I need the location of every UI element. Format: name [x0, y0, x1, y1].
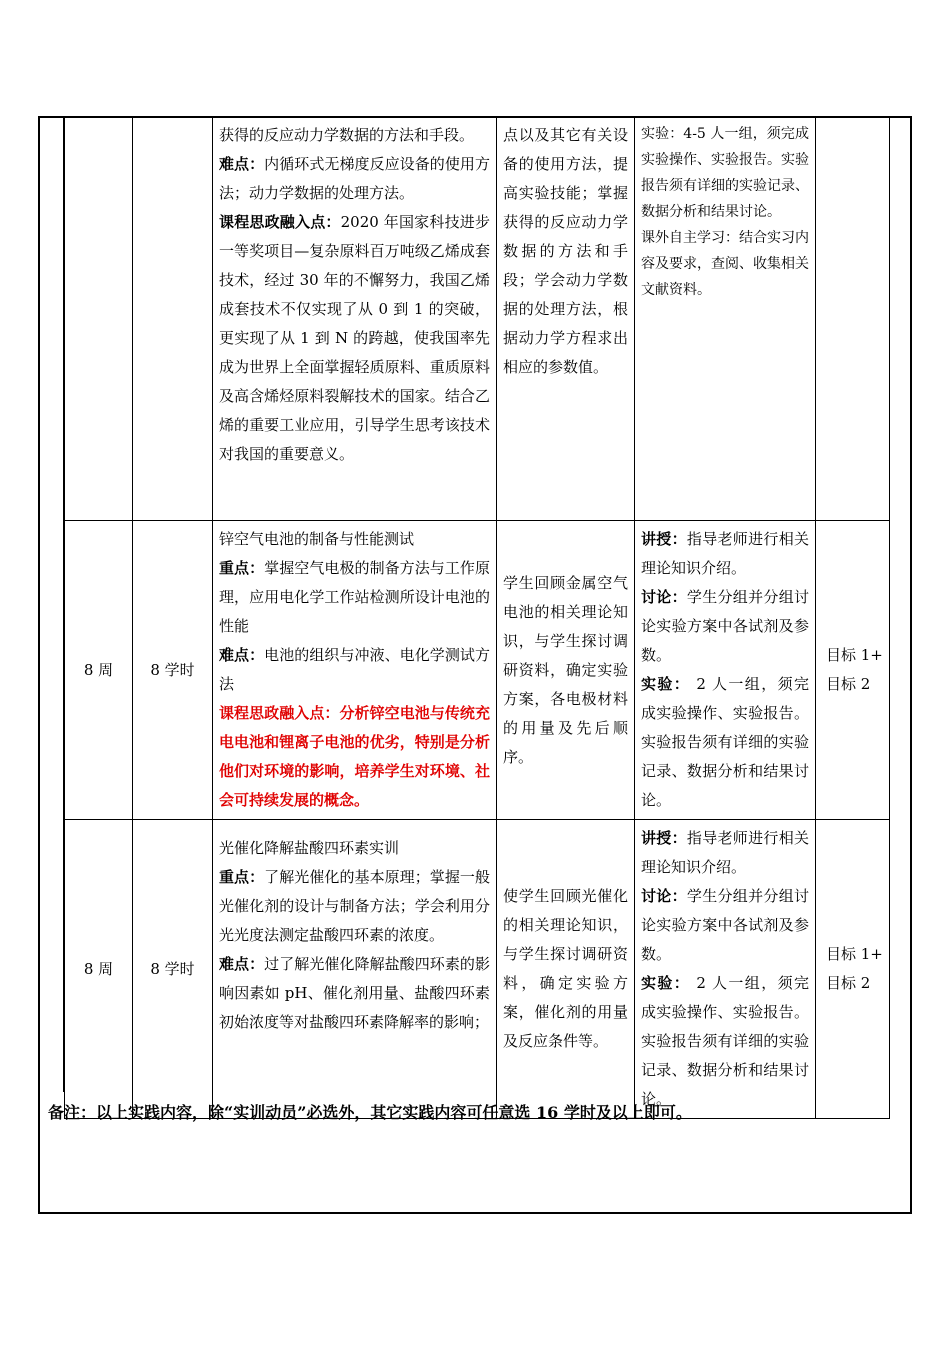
right-margin-column	[889, 116, 912, 1092]
difficulty-label: 难点：	[219, 646, 265, 664]
method-cell	[635, 521, 816, 820]
hours-cell: 8 学时	[133, 521, 213, 820]
goal-cell: 目标 1+ 目标 2	[816, 820, 890, 1119]
lecture-label: 讲授：	[641, 530, 687, 548]
key-label: 重点：	[219, 559, 265, 577]
left-margin-column	[38, 116, 64, 1092]
content-cell	[213, 117, 497, 521]
difficulty-label: 难点：	[219, 155, 265, 173]
ideology-text: 分析锌空电池与传统充电电池和锂离子电池的优劣，特别是分析他们对环境的影响，培养学生对环境、社会可持续发展的概念。	[219, 704, 490, 809]
key-text: 了解光催化的基本原理；掌握一般光催化剂的设计与制备方法；学会利用分光光度法测定盐酸四环素的浓度。	[219, 868, 490, 944]
experiment-label: 实验：	[641, 974, 691, 992]
key-label: 重点：	[219, 868, 265, 886]
week-cell: 8 周	[65, 820, 133, 1119]
footnote: 备注：以上实践内容，除“实训动员”必选外，其它实践内容可任意选 16 学时及以上即可。	[48, 1103, 692, 1122]
ideology-label: 课程思政融入点：	[219, 213, 341, 231]
key-text: 掌握空气电极的制备方法与工作原理，应用电化学工作站检测所设计电池的性能	[219, 559, 490, 635]
hours-cell: 8 学时	[133, 820, 213, 1119]
goal-cell: 目标 1+ 目标 2	[816, 521, 890, 820]
method-cell	[635, 117, 816, 521]
method-self-study: 课外自主学习：结合实习内容及要求，查阅、收集相关文献资料。	[641, 230, 809, 298]
ideology-text: 2020 年国家科技进步一等奖项目—复杂原料百万吨级乙烯成套技术，经过 30 年的不懈努力，我国乙烯成套技术不仅实现了从 0 到 1 的突破，更实现了从 1 到 N 的跨越，使我国率先成为世界上全面掌握轻质原料、重质原料及高含烯烃原料裂解技术的国家。结合乙烯的重要工业应用，引导学生思考该技术对我国的重要意义。	[219, 213, 490, 463]
requirement-cell: 学生回顾金属空气电池的相关理论知识，与学生探讨调研资料，确定实验方案，各电极材料的用量及先后顺序。	[497, 521, 635, 820]
week-cell: 8 周	[65, 521, 133, 820]
discussion-label: 讨论：	[641, 588, 687, 606]
discussion-label: 讨论：	[641, 887, 687, 905]
method-experiment: 实验：4-5 人一组，须完成实验操作、实验报告。实验报告须有详细的实验记录、数据分析和结果讨论。	[641, 126, 809, 220]
lecture-label: 讲授：	[641, 829, 687, 847]
hours-cell	[133, 117, 213, 521]
content-cell	[213, 820, 497, 1119]
schedule-table	[64, 116, 890, 1119]
discussion-text: 学生分组并分组讨论实验方案中各试剂及参数。	[641, 887, 809, 963]
difficulty-text: 电池的组织与冲液、电化学测试方法	[219, 646, 490, 693]
difficulty-text: 过了解光催化降解盐酸四环素的影响因素如 pH、催化剂用量、盐酸四环素初始浓度等对盐酸四环素降解率的影响；	[219, 955, 490, 1031]
content-title: 光催化降解盐酸四环素实训	[219, 839, 400, 857]
requirement-cell: 使学生回顾光催化的相关理论知识，与学生探讨调研资料，确定实验方案，催化剂的用量及反应条件等。	[497, 820, 635, 1119]
lecture-text: 指导老师进行相关理论知识介绍。	[641, 530, 809, 577]
experiment-text: 2 人一组，须完成实验操作、实验报告。实验报告须有详细的实验记录、数据分析和结果讨论。	[641, 974, 809, 1108]
discussion-text: 学生分组并分组讨论实验方案中各试剂及参数。	[641, 588, 809, 664]
goal-cell	[816, 117, 890, 521]
content-cell	[213, 521, 497, 820]
ideology-label: 课程思政融入点：	[219, 704, 340, 722]
lecture-text: 指导老师进行相关理论知识介绍。	[641, 829, 809, 876]
table-row	[65, 521, 890, 820]
experiment-label: 实验：	[641, 675, 691, 693]
content-intro: 获得的反应动力学数据的方法和手段。	[219, 126, 475, 144]
week-cell	[65, 117, 133, 521]
requirement-cell: 点以及其它有关设备的使用方法，提高实验技能；掌握获得的反应动力学数据的方法和手段；学会动力学数据的处理方法，根据动力学方程求出相应的参数值。	[497, 117, 635, 521]
table-row	[65, 117, 890, 521]
difficulty-text: 内循环式无梯度反应设备的使用方法；动力学数据的处理方法。	[219, 155, 490, 202]
content-title: 锌空气电池的制备与性能测试	[219, 530, 415, 548]
experiment-text: 2 人一组，须完成实验操作、实验报告。实验报告须有详细的实验记录、数据分析和结果讨论。	[641, 675, 809, 809]
method-cell	[635, 820, 816, 1119]
table-row	[65, 820, 890, 1119]
difficulty-label: 难点：	[219, 955, 265, 973]
